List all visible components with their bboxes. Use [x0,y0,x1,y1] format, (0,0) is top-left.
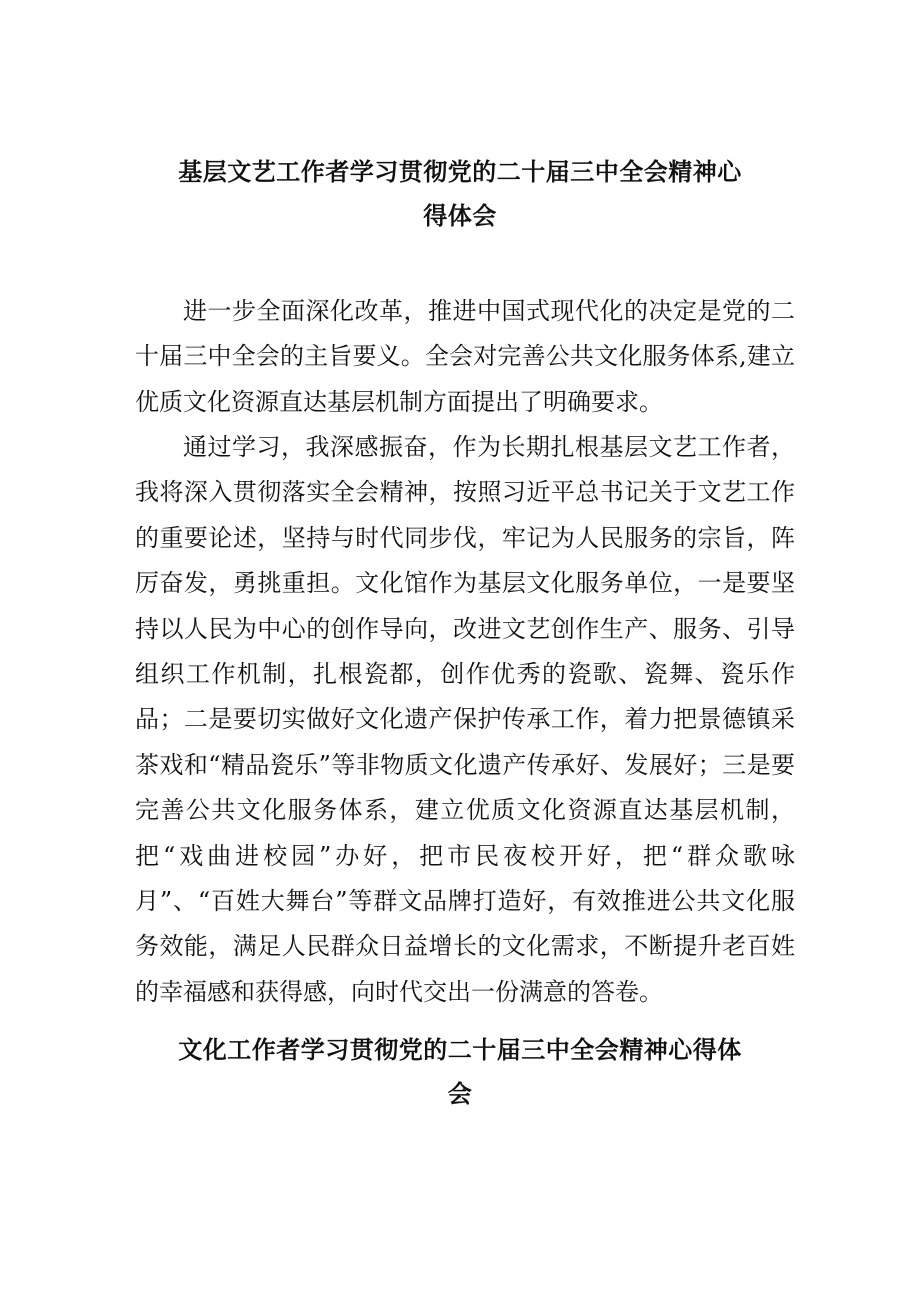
article-2-title-line-1: 文化工作者学习贯彻党的二十届三中全会精神心得体 [178,1036,742,1064]
paragraph-text: 通过学习，我深感振奋，作为长期扎根基层文艺工作者，我将深入贯彻落实全会精神，按照习近平总书记关于文艺工作的重要论述，坚持与时代同步伐，牢记为人民服务的宗旨，阵厉奋发，勇挑重担。文化馆作为基层文化服务单位，一是要坚持以人民为中心的创作导向，改进文艺创作生产、服务、引导组织工作机制，扎根瓷都，创作优秀的瓷歌、瓷舞、瓷乐作品；二是要切实做好文化遗产保护传承工作，着力把景德镇采茶戏和“精品瓷乐”等非物质文化遗产传承好、发展好；三是要完善公共文化服务体系，建立优质文化资源直达基层机制，把“戏曲进校园”办好，把市民夜校开好，把“群众歌咏月”、“百姓大舞台”等群文品牌打造好，有效推进公共文化服务效能，满足人民群众日益增长的文化需求，不断提升老百姓的幸福感和获得感，向时代交出一份满意的答卷。 [135,433,795,1006]
paragraph-text: 进一步全面深化改革，推进中国式现代化的决定是党的二十届三中全会的主旨要义。全会对完善公共文化服务体系,建立优质文化资源直达基层机制方面提出了明确要求。 [135,297,795,416]
article-1-title-line-2: 得体会 [423,202,497,230]
article-1-title [130,150,790,238]
article-1-title-line-1: 基层文艺工作者学习贯彻党的二十届三中全会精神心 [178,158,742,186]
article-2-title-line-2: 会 [447,1080,473,1108]
article-2-title [130,1028,790,1116]
article-1-paragraph-2 [135,425,795,1015]
article-1-paragraph-1 [135,289,795,425]
